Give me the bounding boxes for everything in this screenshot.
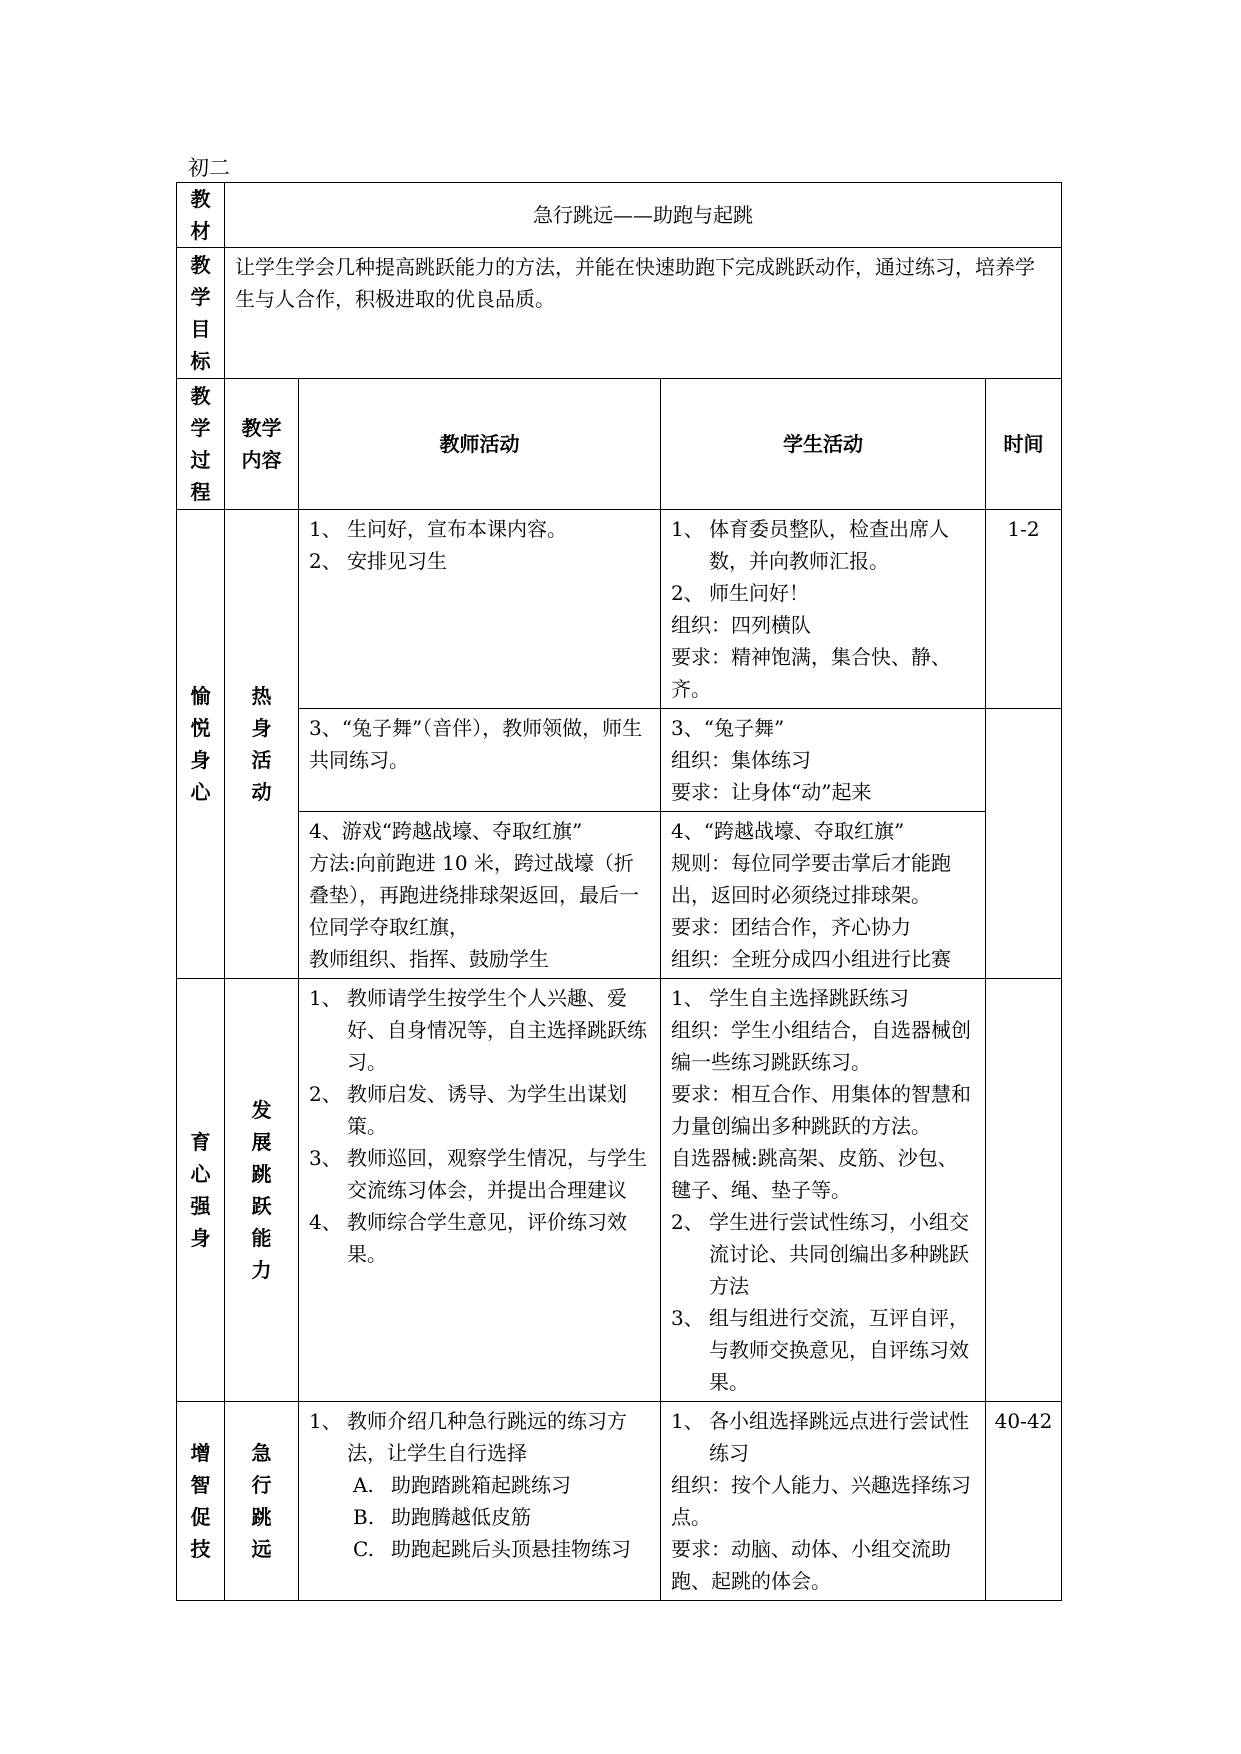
text-line: 要求：让身体“动”起来 <box>671 780 872 804</box>
text-line: 4、“跨越战壕、夺取红旗” <box>671 819 905 843</box>
section1-row2-teacher: 3、“兔子舞”（音伴），教师领做，师生共同练习。 <box>299 709 661 812</box>
section2-teacher <box>299 979 661 1402</box>
section1-row3-teacher <box>299 812 661 979</box>
text-line: 组织：学生小组结合，自选器械创编一些练习跳跃练习。 <box>671 1018 971 1074</box>
text-line: 组织：全班分成四小组进行比赛 <box>671 947 951 971</box>
section1-row3-student <box>661 812 986 979</box>
list-item: 1、 各小组选择跳远点进行尝试性练习 <box>671 1409 969 1465</box>
text-line: 要求：精神饱满，集合快、静、齐。 <box>671 645 951 701</box>
section1-row3 <box>177 812 1062 979</box>
text-line: 要求：相互合作、用集体的智慧和力量创编出多种跳跃的方法。 <box>671 1082 971 1138</box>
text-line: 组织：集体练习 <box>671 748 811 772</box>
list-item: 1、 教师介绍几种急行跳远的练习方法，让学生自行选择 <box>309 1409 627 1465</box>
content-header: 教学 内容 <box>225 379 299 510</box>
list-item: 3、 教师巡回，观察学生情况，与学生交流练习体会，并提出合理建议 <box>309 1146 647 1202</box>
section2-content: 发 展 跳 跃 能 力 <box>225 979 299 1402</box>
objective-text: 让学生学会几种提高跳跃能力的方法，并能在快速助跑下完成跳跃动作，通过练习，培养学生与人合作，积极进取的优良品质。 <box>225 248 1062 379</box>
section1-content: 热 身 活 动 <box>225 510 299 979</box>
list-item: 4、 教师综合学生意见，评价练习效果。 <box>309 1210 627 1266</box>
section1-time: 1-2 <box>986 510 1062 709</box>
section1-row2-student <box>661 709 986 812</box>
sub-list-item: B. 助跑腾越低皮筋 <box>353 1505 531 1529</box>
sub-list-item: A. 助跑踏跳箱起跳练习 <box>353 1473 571 1497</box>
text-line: 组织：四列横队 <box>671 613 811 637</box>
text-line: 教师组织、指挥、鼓励学生 <box>309 947 549 971</box>
list-item: 1、 教师请学生按学生个人兴趣、爱好、自身情况等，自主选择跳跃练习。 <box>309 986 647 1074</box>
teacher-activity-header: 教师活动 <box>299 379 661 510</box>
student-activity-header: 学生活动 <box>661 379 986 510</box>
list-item: 1、 生问好，宣布本课内容。 <box>309 517 567 541</box>
section2-time <box>986 979 1062 1402</box>
list-item: 2、 教师启发、诱导、为学生出谋划策。 <box>309 1082 627 1138</box>
text-line: 规则：每位同学要击掌后才能跑出，返回时必须绕过排球架。 <box>671 851 951 907</box>
objective-label: 教 学 目 标 <box>177 248 225 379</box>
section2-row <box>177 979 1062 1402</box>
text-line: 方法:向前跑进 10 米，跨过战壕（折叠垫），再跑进绕排球架返回，最后一位同学夺取红旗， <box>309 851 639 939</box>
section3-phase: 增 智 促 技 <box>177 1402 225 1601</box>
section1-row2 <box>177 709 1062 812</box>
list-item: 1、 学生自主选择跳跃练习 <box>671 986 909 1010</box>
section3-content: 急 行 跳 远 <box>225 1402 299 1601</box>
material-row <box>177 183 1062 248</box>
list-item: 2、 学生进行尝试性练习，小组交流讨论、共同创编出多种跳跃方法 <box>671 1210 969 1298</box>
objective-row <box>177 248 1062 379</box>
process-header: 教 学 过 程 <box>177 379 225 510</box>
material-label: 教 材 <box>177 183 225 248</box>
text-line: 自选器械:跳高架、皮筋、沙包、毽子、绳、垫子等。 <box>671 1146 958 1202</box>
section3-student <box>661 1402 986 1601</box>
text-line: 要求：团结合作，齐心协力 <box>671 915 911 939</box>
lesson-plan-table <box>176 182 1062 1601</box>
section1-row1-student <box>661 510 986 709</box>
section2-student <box>661 979 986 1402</box>
sub-list-item: C. 助跑起跳后头顶悬挂物练习 <box>353 1537 631 1561</box>
section3-teacher <box>299 1402 661 1601</box>
text-line: 4、游戏“跨越战壕、夺取红旗” <box>309 819 583 843</box>
list-item: 2、 师生问好！ <box>671 581 809 605</box>
section1-row1-teacher <box>299 510 661 709</box>
list-item: 1、 体育委员整队，检查出席人数，并向教师汇报。 <box>671 517 949 573</box>
grade-label: 初二 <box>188 156 230 180</box>
list-item: 3、 组与组进行交流，互评自评，与教师交换意见，自评练习效果。 <box>671 1306 969 1394</box>
header-row <box>177 379 1062 510</box>
list-item: 2、 安排见习生 <box>309 549 447 573</box>
time-header: 时间 <box>986 379 1062 510</box>
section2-phase: 育 心 强 身 <box>177 979 225 1402</box>
section1-time-empty <box>986 709 1062 979</box>
section1-phase: 愉 悦 身 心 <box>177 510 225 979</box>
text-line: 要求：动脑、动体、小组交流助跑、起跳的体会。 <box>671 1537 951 1593</box>
text-line: 3、“兔子舞” <box>671 716 785 740</box>
lesson-title: 急行跳远——助跑与起跳 <box>225 183 1062 248</box>
text-line: 组织：按个人能力、兴趣选择练习点。 <box>671 1473 971 1529</box>
section1-row1 <box>177 510 1062 709</box>
section3-row <box>177 1402 1062 1601</box>
section3-time: 40-42 <box>986 1402 1062 1601</box>
